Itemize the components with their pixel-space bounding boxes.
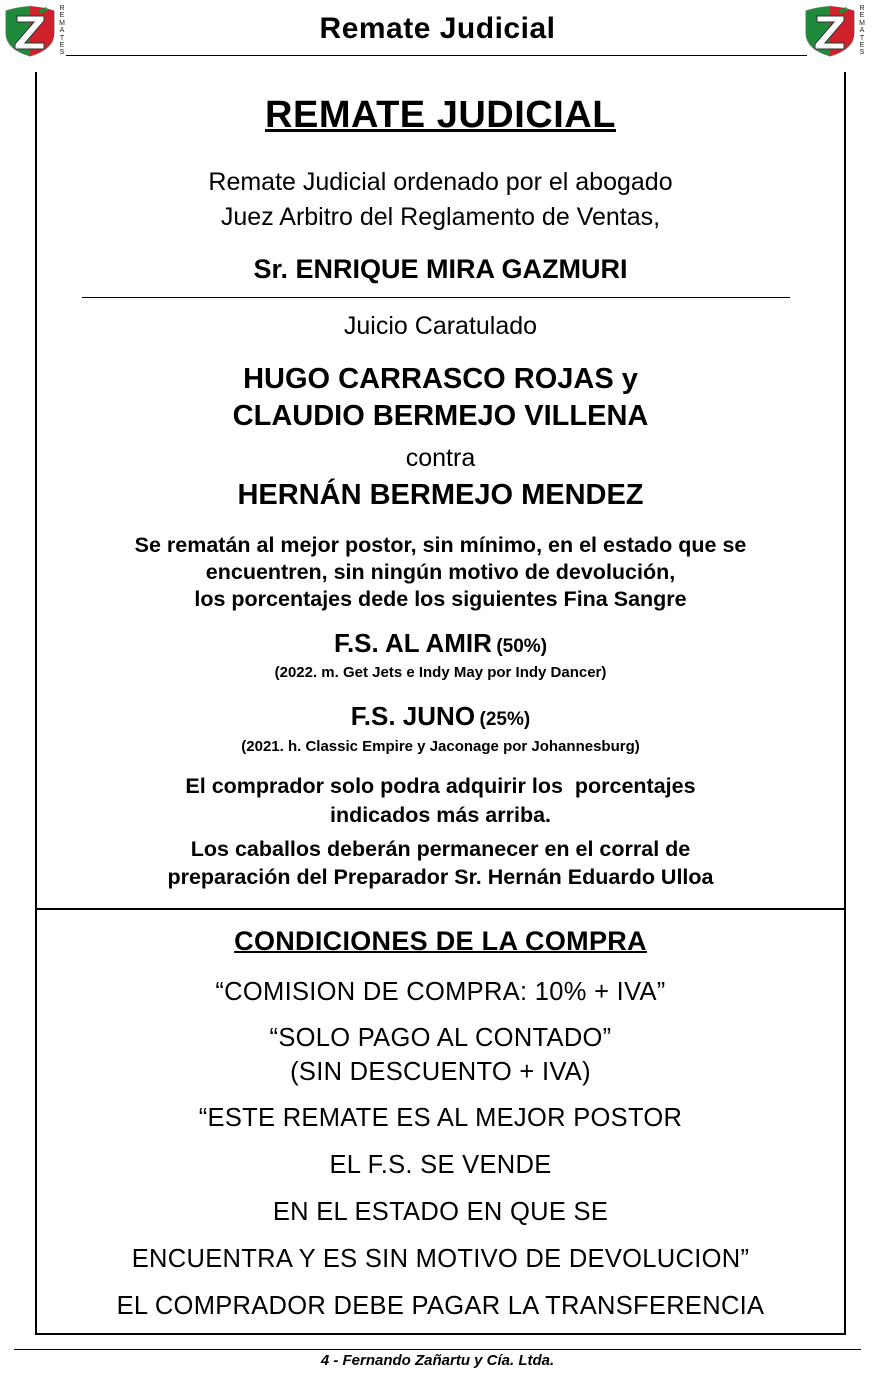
purchase-conditions-box [35, 908, 846, 1335]
company-logo-right [804, 3, 872, 59]
footer-divider [14, 1349, 861, 1350]
horse-name: F.S. AL AMIR [333, 628, 492, 658]
buyer-note-line-1 [37, 774, 844, 799]
stable-prefix: preparación del Preparador Sr. [167, 865, 482, 889]
horse-pedigree: (2021. h. Classic Empire y Jaconage por Johannesburg) [241, 738, 640, 755]
stable-line-2 [37, 865, 844, 890]
intro-line-1: Remate Judicial ordenado por el abogado [208, 168, 673, 196]
versus-label: contra [405, 444, 476, 472]
conditions-title: CONDICIONES DE LA COMPRA [234, 926, 647, 956]
page-footer: 4 - Fernando Zañartu y Cía. Ltda. [320, 1352, 555, 1369]
plaintiff-line-2: CLAUDIO BERMEJO VILLENA [232, 400, 649, 432]
horse-percent: (50%) [496, 636, 548, 657]
header-divider [66, 55, 807, 56]
shield-logo-icon [4, 3, 56, 57]
sold-line: EL F.S. SE VENDE [329, 1151, 552, 1179]
horse-name: F.S. JUNO [350, 701, 476, 731]
state-line: EN EL ESTADO EN QUE SE [272, 1198, 609, 1226]
logo-vertical-text: R E M A T E S [859, 5, 865, 57]
shield-logo-icon [804, 3, 856, 57]
commission-line: “COMISION DE COMPRA: 10% + IVA” [215, 978, 666, 1006]
best-bidder-line: “ESTE REMATE ES AL MEJOR POSTOR [198, 1104, 683, 1132]
transfer-line: EL COMPRADOR DEBE PAGAR LA TRANSFERENCIA [116, 1292, 765, 1320]
horse-percent: (25%) [479, 709, 531, 730]
no-return-line: ENCUENTRA Y ES SIN MOTIVO DE DEVOLUCION” [131, 1245, 750, 1273]
notice-title: REMATE JUDICIAL [265, 94, 616, 136]
defendant-name: HERNÁN BERMEJO MENDEZ [237, 479, 644, 511]
page-header-title: Remate Judicial [319, 12, 556, 45]
trainer-name: Hernán Eduardo Ulloa [487, 865, 714, 889]
terms-line-2: encuentren, sin ningún motivo de devolución, [205, 560, 676, 584]
buyer-note-prefix: El comprador solo podra adquirir los [185, 774, 563, 798]
buyer-note-highlight: porcentajes [574, 774, 696, 798]
case-label: Juicio Caratulado [343, 312, 538, 340]
stable-line-1: Los caballos deberán permanecer en el corral de [190, 837, 691, 861]
section-divider [82, 297, 790, 298]
terms-line-3: los porcentajes dede los siguientes Fina Sangre [194, 587, 687, 611]
payment-line-1: “SOLO PAGO AL CONTADO” [269, 1024, 612, 1052]
horse-entry-2 [37, 701, 844, 732]
horse-pedigree: (2022. m. Get Jets e Indy May por Indy Dancer) [274, 664, 607, 681]
plaintiff-line-1: HUGO CARRASCO ROJAS y [243, 363, 638, 395]
auction-notice-box [35, 72, 846, 910]
intro-line-2: Juez Arbitro del Reglamento de Ventas, [220, 203, 661, 231]
horse-entry-1 [37, 628, 844, 659]
logo-vertical-text: R E M A T E S [59, 5, 65, 57]
payment-line-2: (SIN DESCUENTO + IVA) [290, 1058, 591, 1086]
buyer-note-line-2: indicados más arriba. [329, 803, 552, 827]
terms-line-1: Se rematán al mejor postor, sin mínimo, en el estado que se [134, 533, 747, 557]
judge-name: Sr. ENRIQUE MIRA GAZMURI [253, 254, 628, 284]
